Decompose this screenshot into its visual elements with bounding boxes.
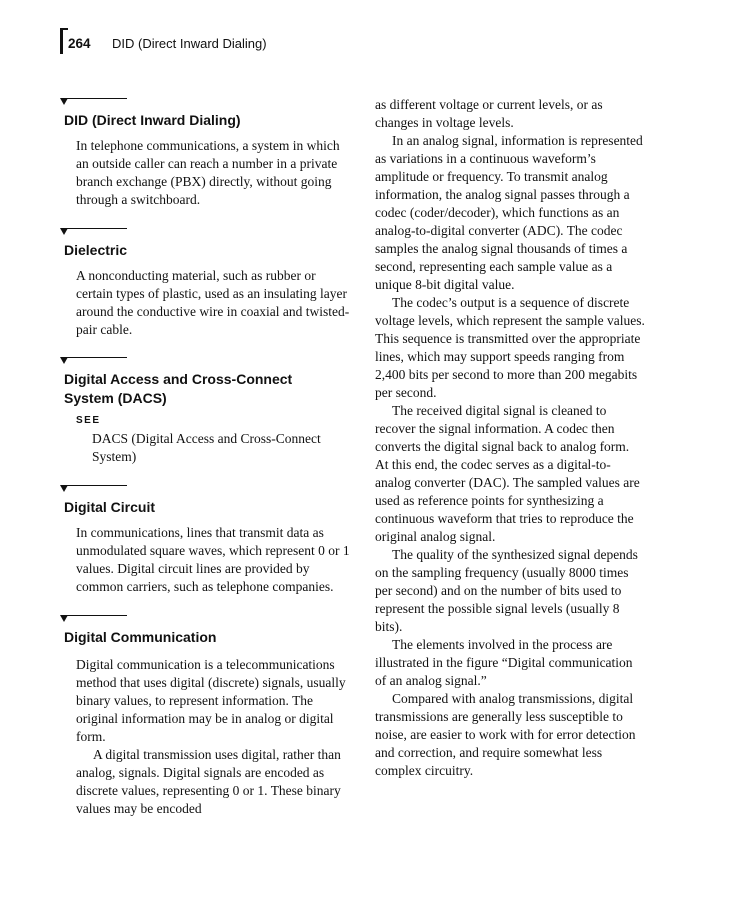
triangle-marker-icon xyxy=(60,615,68,622)
triangle-marker-icon xyxy=(60,485,68,492)
glossary-entry xyxy=(60,485,350,596)
entry-term: Digital Circuit xyxy=(64,499,156,515)
triangle-marker-icon xyxy=(60,98,68,105)
entry-term: Digital Communication xyxy=(64,629,217,645)
entry-rule xyxy=(65,98,127,99)
glossary-entry xyxy=(60,357,350,466)
entry-definition xyxy=(60,656,350,818)
entry-marker xyxy=(60,485,350,495)
body-paragraph: as different voltage or current levels, or as changes in voltage levels. xyxy=(375,97,603,130)
triangle-marker-icon xyxy=(60,357,68,364)
triangle-marker-icon xyxy=(60,228,68,235)
entry-marker xyxy=(60,228,350,238)
glossary-entry xyxy=(60,228,350,339)
entry-term: Digital Access and Cross-Connect System (DACS) xyxy=(64,371,293,406)
entry-rule xyxy=(65,615,127,616)
glossary-entry xyxy=(60,98,350,209)
definition-paragraph: A digital transmission uses digital, rather than analog, signals. Digital signals are encoded as discrete values, representing 0 or 1. These binary values may be encoded xyxy=(76,747,341,816)
entry-definition xyxy=(60,267,350,339)
glossary-entry xyxy=(60,615,350,818)
entry-term: Dielectric xyxy=(64,242,128,258)
entry-definition xyxy=(60,524,350,596)
right-column xyxy=(375,96,645,780)
definition-paragraph: Digital communication is a telecommunications method that uses digital (discrete) signals, usually binary values, to represent information. The original information may be in analog or digital form. xyxy=(76,657,346,744)
entry-rule xyxy=(65,228,127,229)
see-reference[interactable]: DACS (Digital Access and Cross-Connect System) xyxy=(92,431,321,464)
running-head: DID (Direct Inward Dialing) xyxy=(112,36,267,51)
entry-rule xyxy=(65,485,127,486)
header-rule xyxy=(60,28,63,54)
entry-rule xyxy=(65,357,127,358)
page-number: 264 xyxy=(68,36,91,51)
body-paragraph: The received digital signal is cleaned to recover the signal information. A codec then converts the digital signal back to analog form. At this end, the codec serves as a digital-to-analog converter (DAC). The sampled values are used as reference points for synthesizing a continuous waveform that tries to reproduce the original analog signal. xyxy=(375,403,640,544)
entry-marker xyxy=(60,98,350,108)
see-label: SEE xyxy=(76,415,101,426)
body-paragraph: The quality of the synthesized signal depends on the sampling frequency (usually 8000 times per second) and on the number of bits used to represent the possible signal levels (usually 8 bits). xyxy=(375,547,638,634)
definition-paragraph: In telephone communications, a system in which an outside caller can reach a number in a private branch exchange (PBX) directly, without going through a switchboard. xyxy=(76,138,340,207)
body-paragraph: Compared with analog transmissions, digital transmissions are generally less susceptible to noise, are easier to work with for error detection and correction, and require somewhat less complex circuitry. xyxy=(375,691,636,778)
entry-marker xyxy=(60,357,350,367)
body-paragraph: The elements involved in the process are illustrated in the figure “Digital communication of an analog signal.” xyxy=(375,637,633,688)
header-rule-top xyxy=(60,28,68,30)
definition-paragraph: In communications, lines that transmit data as unmodulated square waves, which represent 0 or 1 values. Digital circuit lines are provided by common carriers, such as telephone companies. xyxy=(76,525,350,594)
entry-term: DID (Direct Inward Dialing) xyxy=(64,112,241,128)
body-paragraph: In an analog signal, information is represented as variations in a continuous waveform’s amplitude or frequency. To transmit analog information, the analog signal passes through a codec (coder/decoder), which functions as an analog-to-digital converter (ADC). The codec samples the analog signal thousands of times a second, representing each sample value as a unique 8-bit digital value. xyxy=(375,133,643,292)
left-column xyxy=(60,98,350,818)
entry-marker xyxy=(60,615,350,625)
entry-definition xyxy=(60,137,350,209)
body-paragraph: The codec’s output is a sequence of discrete voltage levels, which represent the sample values. This sequence is transmitted over the appropriate lines, which may support speeds ranging from 2,400 bits per second to more than 200 megabits per second. xyxy=(375,295,645,400)
definition-paragraph: A nonconducting material, such as rubber or certain types of plastic, used as an insulating layer around the conductive wire in coaxial and twisted-pair cable. xyxy=(76,268,350,337)
